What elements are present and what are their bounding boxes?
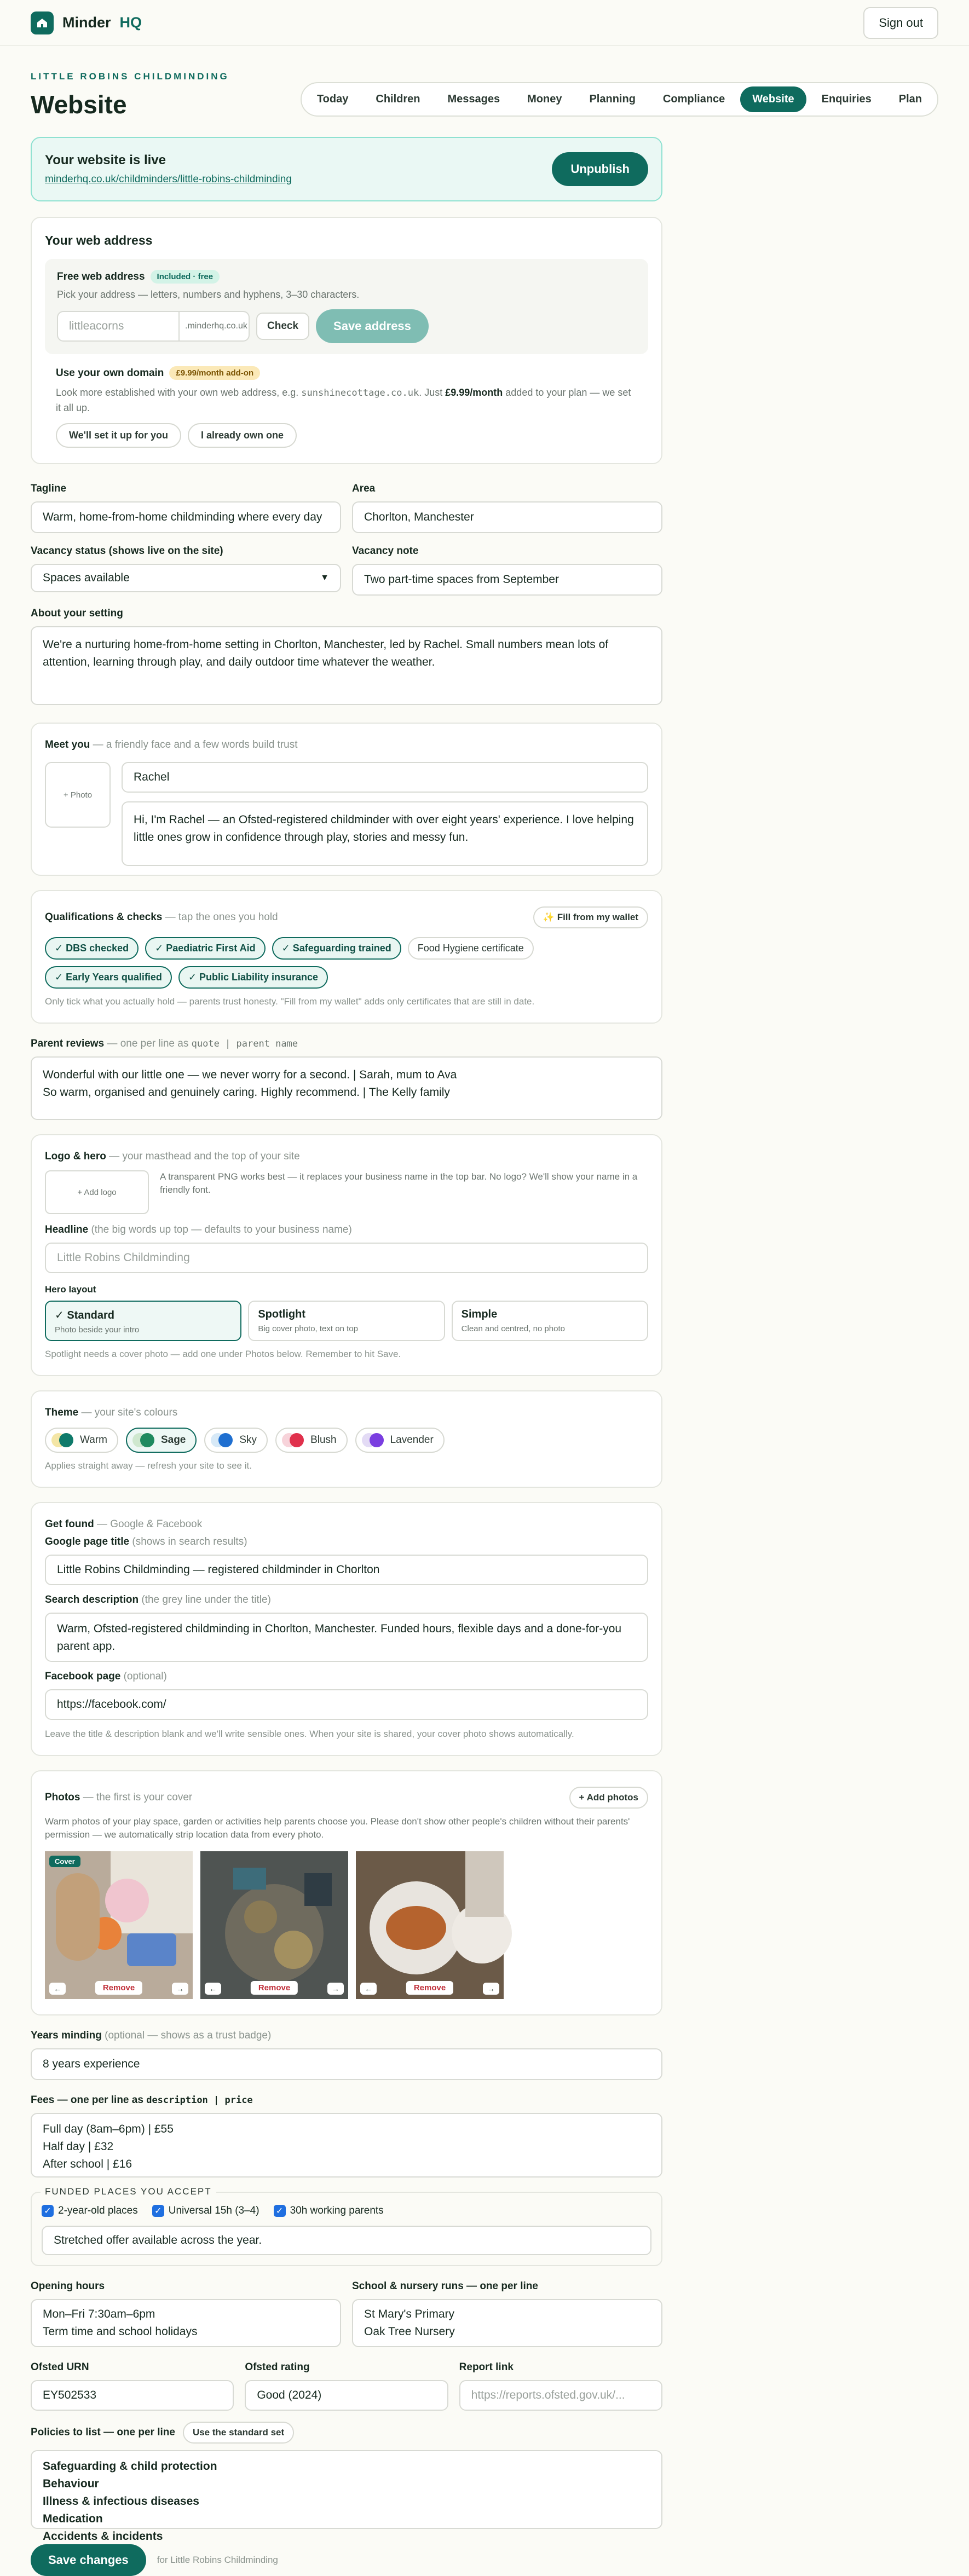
page-title-input[interactable]: Little Robins Childminding — registered childminder in Chorlton — [45, 1555, 648, 1585]
domain-suffix: .minderhq.co.uk — [180, 311, 250, 342]
photo-thumb[interactable] — [356, 1851, 504, 1999]
opening-hours-textarea[interactable]: Mon–Fri 7:30am–6pm Term time and school holidays — [31, 2299, 341, 2347]
years-input[interactable]: 8 years experience — [31, 2048, 662, 2080]
report-link-input[interactable]: https://reports.ofsted.gov.uk/... — [459, 2380, 662, 2411]
funded-places-fieldset — [31, 2186, 662, 2266]
search-description-label: Search description (the grey line under the title) — [45, 1594, 271, 1605]
qualifications-heading: Qualifications & checks — tap the ones you hold — [45, 911, 278, 923]
layout-spotlight[interactable]: Spotlight Big cover photo, text on top — [248, 1301, 445, 1341]
tab-website[interactable]: Website — [740, 86, 806, 112]
own-domain-hint: Look more established with your own web address, e.g. sunshinecottage.co.uk. Just £9.99/month added to your plan — we set it all up. — [56, 387, 631, 413]
tagline-input[interactable]: Warm, home-from-home childminding where every day — [31, 501, 341, 533]
addon-badge: £9.99/month add-on — [169, 366, 260, 380]
ofsted-urn-input[interactable]: EY502533 — [31, 2380, 234, 2411]
brand-name: Minder — [62, 14, 111, 31]
move-left-button[interactable]: ← — [49, 1983, 66, 1995]
qual-food-hygiene[interactable]: Food Hygiene certificate — [408, 937, 534, 960]
policies-textarea[interactable]: Safeguarding & child protection Behaviour Illness & infectious diseases Medication Accidents & incidents — [31, 2450, 662, 2529]
funded-2yo-checkbox[interactable]: ✓ 2-year-old places — [42, 2205, 138, 2217]
theme-hint: Applies straight away — refresh your site to see it. — [45, 1460, 252, 1471]
years-label: Years minding (optional — shows as a trust badge) — [31, 2030, 272, 2041]
add-photos-button[interactable]: + Add photos — [569, 1787, 648, 1809]
qual-dbs-checked[interactable]: ✓ DBS checked — [45, 937, 139, 960]
meet-you-heading: Meet you — a friendly face and a few words build trust — [45, 739, 298, 750]
page-title: Website — [31, 90, 127, 119]
theme-sage[interactable]: Sage — [126, 1428, 197, 1453]
web-address-title: Your web address — [45, 233, 153, 247]
qual-early-years[interactable]: ✓ Early Years qualified — [45, 966, 172, 989]
theme-sky[interactable]: Sky — [204, 1428, 268, 1453]
brand[interactable] — [31, 11, 142, 34]
tab-messages[interactable]: Messages — [447, 93, 500, 105]
photos-card — [31, 1770, 662, 2015]
photos-heading: Photos — the first is your cover — [45, 1792, 193, 1803]
funded-note-input[interactable]: Stretched offer available across the year. — [42, 2226, 651, 2255]
reviews-label: Parent reviews — one per line as quote | parent name — [31, 1038, 298, 1049]
check-icon: ✓ — [42, 2205, 54, 2217]
use-standard-set-button[interactable]: Use the standard set — [183, 2422, 294, 2444]
tab-compliance[interactable]: Compliance — [662, 93, 725, 105]
facebook-input[interactable]: https://facebook.com/ — [45, 1689, 648, 1720]
own-domain-label: Use your own domain — [56, 367, 164, 379]
qualifications-hint: Only tick what you actually hold — parents trust honesty. "Fill from my wallet" adds only certificates that are still in date. — [45, 996, 535, 1007]
sparkle-icon: ✨ — [543, 912, 555, 922]
fees-label: Fees — one per line as description | price — [31, 2094, 253, 2106]
meet-you-card — [31, 723, 662, 876]
logo-hint: A transparent PNG works best — it replaces your business name in the top bar. No logo? We'll show your name in a friendly font. — [160, 1171, 638, 1195]
tab-children[interactable]: Children — [376, 93, 420, 105]
school-runs-textarea[interactable]: St Mary's Primary Oak Tree Nursery — [352, 2299, 662, 2347]
save-address-button[interactable]: Save address — [316, 309, 429, 343]
free-address-panel — [45, 259, 648, 354]
qualifications-card — [31, 890, 662, 1024]
meet-name-input[interactable]: Rachel — [122, 762, 648, 793]
layout-hint: Spotlight needs a cover photo — add one under Photos below. Remember to hit Save. — [45, 1349, 401, 1359]
page-header — [31, 71, 229, 119]
free-address-hint: Pick your address — letters, numbers and hyphens, 3–30 characters. — [57, 289, 360, 300]
top-bar — [0, 0, 969, 46]
photos-hint: Warm photos of your play space, garden or activities help parents choose you. Please don't show other people's children without their parents' permission — we automatically strip location data from every photo. — [45, 1816, 630, 1840]
funded-places-legend: FUNDED PLACES YOU ACCEPT — [41, 2186, 216, 2197]
swatch-icon — [51, 1433, 73, 1447]
ofsted-rating-label: Ofsted rating — [245, 2361, 310, 2373]
check-icon: ✓ — [274, 2205, 286, 2217]
theme-card — [31, 1390, 662, 1488]
tab-plan[interactable]: Plan — [898, 93, 922, 105]
set-up-for-me-button[interactable]: We'll set it up for you — [56, 423, 181, 448]
move-left-button[interactable]: ← — [205, 1983, 221, 1995]
vacancy-note-label: Vacancy note — [352, 545, 419, 557]
sign-out-button[interactable]: Sign out — [863, 7, 938, 39]
tagline-label: Tagline — [31, 483, 67, 494]
vacancy-note-input[interactable]: Two part-time spaces from September — [352, 564, 662, 596]
policies-label: Policies to list — one per line — [31, 2427, 175, 2438]
photo-image — [356, 1851, 504, 1999]
ofsted-rating-input[interactable]: Good (2024) — [245, 2380, 448, 2411]
theme-blush[interactable]: Blush — [275, 1428, 348, 1453]
swatch-icon — [132, 1433, 154, 1447]
check-button[interactable]: Check — [256, 313, 309, 340]
chevron-down-icon: ▼ — [320, 573, 329, 582]
vacancy-status-label: Vacancy status (shows live on the site) — [31, 545, 223, 557]
area-label: Area — [352, 483, 376, 494]
theme-warm[interactable]: Warm — [45, 1428, 118, 1453]
tab-enquiries[interactable]: Enquiries — [821, 93, 872, 105]
headline-input[interactable]: Little Robins Childminding — [45, 1243, 648, 1273]
get-found-heading: Get found — Google & Facebook — [45, 1518, 203, 1530]
add-photo-button[interactable]: + Photo — [45, 762, 111, 828]
save-changes-button[interactable]: Save changes — [31, 2544, 146, 2576]
slug-input[interactable]: littleacorns — [57, 311, 180, 342]
tab-planning[interactable]: Planning — [589, 93, 636, 105]
fees-textarea[interactable]: Full day (8am–6pm) | £55 Half day | £32 After school | £16 — [31, 2113, 662, 2178]
theme-lavender[interactable]: Lavender — [355, 1428, 445, 1453]
move-left-button[interactable]: ← — [360, 1983, 377, 1995]
headline-label: Headline (the big words up top — defaults to your business name) — [45, 1224, 352, 1235]
cover-badge: Cover — [49, 1856, 80, 1867]
already-own-domain-button[interactable]: I already own one — [188, 423, 297, 448]
remove-photo-button[interactable]: Remove — [251, 1981, 298, 1995]
remove-photo-button[interactable]: Remove — [406, 1981, 453, 1995]
live-title: Your website is live — [45, 153, 166, 168]
tab-today[interactable]: Today — [316, 93, 349, 105]
logo-hero-card — [31, 1134, 662, 1376]
about-textarea[interactable]: We're a nurturing home-from-home setting in Chorlton, Manchester, led by Rachel. Small numbers mean lots of attention, learning through play, and daily outdoor time whatever the weather. — [31, 626, 662, 705]
live-banner — [31, 137, 662, 201]
reviews-textarea[interactable]: Wonderful with our little one — we never worry for a second. | Sarah, mum to Ava So warm, organised and genuinely caring. Highly recommend. | The Kelly family — [31, 1056, 662, 1120]
school-runs-label: School & nursery runs — one per line — [352, 2280, 538, 2292]
area-input[interactable]: Chorlton, Manchester — [352, 501, 662, 533]
remove-photo-button[interactable]: Remove — [95, 1981, 142, 1995]
get-found-hint: Leave the title & description blank and we'll write sensible ones. When your site is shared, your cover photo shows automatically. — [45, 1729, 574, 1739]
theme-heading: Theme — your site's colours — [45, 1407, 178, 1418]
fill-from-wallet-button[interactable]: ✨ Fill from my wallet — [533, 906, 648, 928]
business-name: LITTLE ROBINS CHILDMINDING — [31, 71, 229, 82]
swatch-icon — [211, 1433, 233, 1447]
brand-suffix: HQ — [119, 14, 142, 31]
layout-simple[interactable]: Simple Clean and centred, no photo — [452, 1301, 648, 1341]
web-address-card — [31, 217, 662, 464]
move-right-button[interactable]: → — [172, 1983, 188, 1995]
funded-30h-checkbox[interactable]: ✓ 30h working parents — [274, 2205, 384, 2217]
funded-15h-checkbox[interactable]: ✓ Universal 15h (3–4) — [152, 2205, 259, 2217]
qual-paediatric-first-aid[interactable]: ✓ Paediatric First Aid — [145, 937, 265, 960]
layout-standard[interactable]: ✓ Standard Photo beside your intro — [45, 1301, 241, 1341]
live-url-link[interactable]: minderhq.co.uk/childminders/little-robins-childminding — [45, 174, 292, 185]
page-title-label: Google page title (shows in search results) — [45, 1536, 247, 1547]
opening-hours-label: Opening hours — [31, 2280, 105, 2292]
home-icon — [31, 11, 54, 34]
move-right-button[interactable]: → — [483, 1983, 499, 1995]
unpublish-button[interactable]: Unpublish — [552, 152, 648, 186]
swatch-icon — [282, 1433, 304, 1447]
search-description-textarea[interactable]: Warm, Ofsted-registered childminding in Chorlton, Manchester. Funded hours, flexible days and a done-for-you parent app. — [45, 1613, 648, 1662]
qual-public-liability[interactable]: ✓ Public Liability insurance — [178, 966, 328, 989]
add-logo-button[interactable]: + Add logo — [45, 1170, 149, 1214]
facebook-label: Facebook page (optional) — [45, 1671, 167, 1682]
included-badge: Included · free — [151, 270, 220, 284]
logo-hero-heading: Logo & hero — your masthead and the top of your site — [45, 1151, 300, 1162]
meet-bio-textarea[interactable]: Hi, I'm Rachel — an Ofsted-registered childminder with over eight years' experience. I love helping little ones grow in confidence through play, stories and messy fun. — [122, 801, 648, 866]
ofsted-urn-label: Ofsted URN — [31, 2361, 89, 2373]
qual-safeguarding-trained[interactable]: ✓ Safeguarding trained — [272, 937, 401, 960]
photo-image — [45, 1851, 193, 1999]
section-tabs — [301, 82, 938, 117]
free-address-label: Free web address — [57, 270, 145, 282]
tab-money[interactable]: Money — [527, 93, 562, 105]
report-link-label: Report link — [459, 2361, 514, 2373]
get-found-card — [31, 1502, 662, 1756]
main-content — [31, 137, 662, 2576]
photo-thumb[interactable] — [45, 1851, 193, 1999]
swatch-icon — [362, 1433, 384, 1447]
check-icon: ✓ — [152, 2205, 164, 2217]
about-label: About your setting — [31, 608, 123, 619]
save-target: for Little Robins Childminding — [157, 2555, 278, 2565]
vacancy-status-select[interactable]: Spaces available ▼ — [31, 564, 341, 592]
photo-image — [200, 1851, 348, 1999]
hero-layout-label: Hero layout — [45, 1284, 96, 1295]
move-right-button[interactable]: → — [327, 1983, 344, 1995]
photo-thumb[interactable] — [200, 1851, 348, 1999]
